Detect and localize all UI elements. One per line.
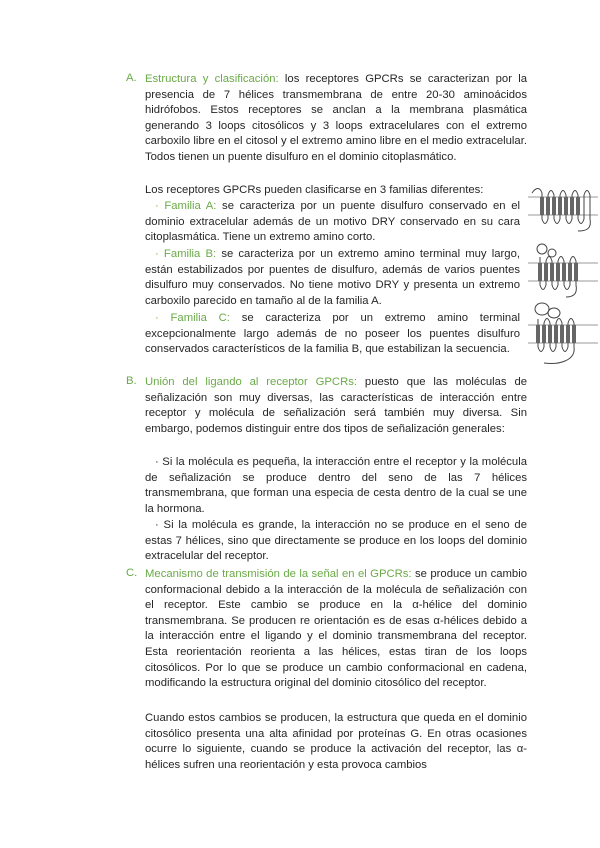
family-c-paragraph [145, 311, 520, 358]
section-c-paragraph [145, 567, 527, 692]
gpcr-family-c-icon [528, 303, 598, 363]
section-b-heading: Unión del ligando al receptor GPCRs: [145, 376, 358, 388]
family-b-text: se caracteriza por un extremo amino terminal muy largo, están estabilizados por puentes de disulfuro, además de varios puentes disulfuro muy conservados. No tiene motivo DRY y presenta un extremo carboxilo parecido en tamaño al de la familia A. [145, 248, 520, 307]
family-b-paragraph [145, 247, 520, 309]
section-b-marker: B. [126, 375, 137, 387]
section-b-bullet-1: · Si la molécula es pequeña, la interacción entre el receptor y la molécula de señalización se produce dentro del seno de las 7 hélices transmembrana, que forman una especia de cesta dentro de la cual se une la hormona. [145, 456, 527, 515]
family-b-label: · Familia B: [155, 248, 217, 260]
section-a-marker: A. [126, 72, 137, 84]
family-a-paragraph [145, 199, 520, 246]
gpcr-families-figure [528, 185, 600, 375]
section-a-paragraph [145, 72, 527, 166]
section-c-body: se produce un cambio conformacional debido a la interacción de la molécula de señalización con el receptor. Este cambio se produce en la α-hélice del dominio transmembrana. Se producen re orientación es de esas α-hélices debido a la interacción entre el ligando y el dominio transmembrana del receptor. Esta reorientación reorienta a las hélices, estas tiran de los loops citosólicos. Por lo que se produce un cambio conformacional en cadena, modificando la estructura original del dominio citosólico del receptor. [145, 568, 528, 690]
family-c-label: · Familia C: [155, 312, 230, 324]
section-a-body: los receptores GPCRs se caracterizan por la presencia de 7 hélices transmembrana de entre 20-30 aminoácidos hidrófobos. Estos receptores se anclan a la membrana plasmática generando 3 loops citosólicos y 3 loops extracelulares con el extremo carboxilo libre en el citosol y el extremo amino libre en el medio extracelular. Todos tienen un puente disulfuro en el dominio citoplasmático. [145, 73, 528, 163]
section-c-heading: Mecanismo de transmisión de la señal en el GPCRs: [145, 568, 412, 580]
family-a-label: · Familia A: [155, 200, 217, 212]
gpcr-family-a-icon [528, 189, 598, 232]
section-a-heading: Estructura y clasificación: [145, 73, 279, 85]
family-c-text: se caracteriza por un extremo amino terminal excepcionalmente largo además de no poseer los puentes disulfuro conservados característicos de la familia B, que estabilizan la secuencia. [145, 312, 520, 356]
section-b-paragraph [145, 375, 527, 437]
section-a-intro: Los receptores GPCRs pueden clasificarse en 3 familias diferentes: [145, 184, 484, 196]
section-b-bullet-2: · Si la molécula es grande, la interacción no se produce en el seno de estas 7 hélices, sino que directamente se produce en los loops del dominio extracelular del receptor. [145, 519, 527, 563]
section-c-marker: C. [126, 567, 138, 579]
section-b-body: puesto que las moléculas de señalización son muy diversas, las características de interacción entre receptor y molécula de señalización será también muy diversa. Sin embargo, podemos distinguir entre dos tipos de señalización generales: [145, 376, 528, 435]
section-c-followup: Cuando estos cambios se producen, la estructura que queda en el dominio citosólico presenta una alta afinidad por proteínas G. En otras ocasiones ocurre lo siguiente, cuando se produce la activación del receptor, las α-hélices sufren una reorientación y esta provoca cambios [145, 712, 527, 771]
family-a-text: se caracteriza por un puente disulfuro conservado en el dominio extracelular además de un motivo DRY conservado en su cara citoplasmática. Tiene un extremo amino corto. [145, 200, 520, 244]
gpcr-family-b-icon [528, 244, 598, 297]
